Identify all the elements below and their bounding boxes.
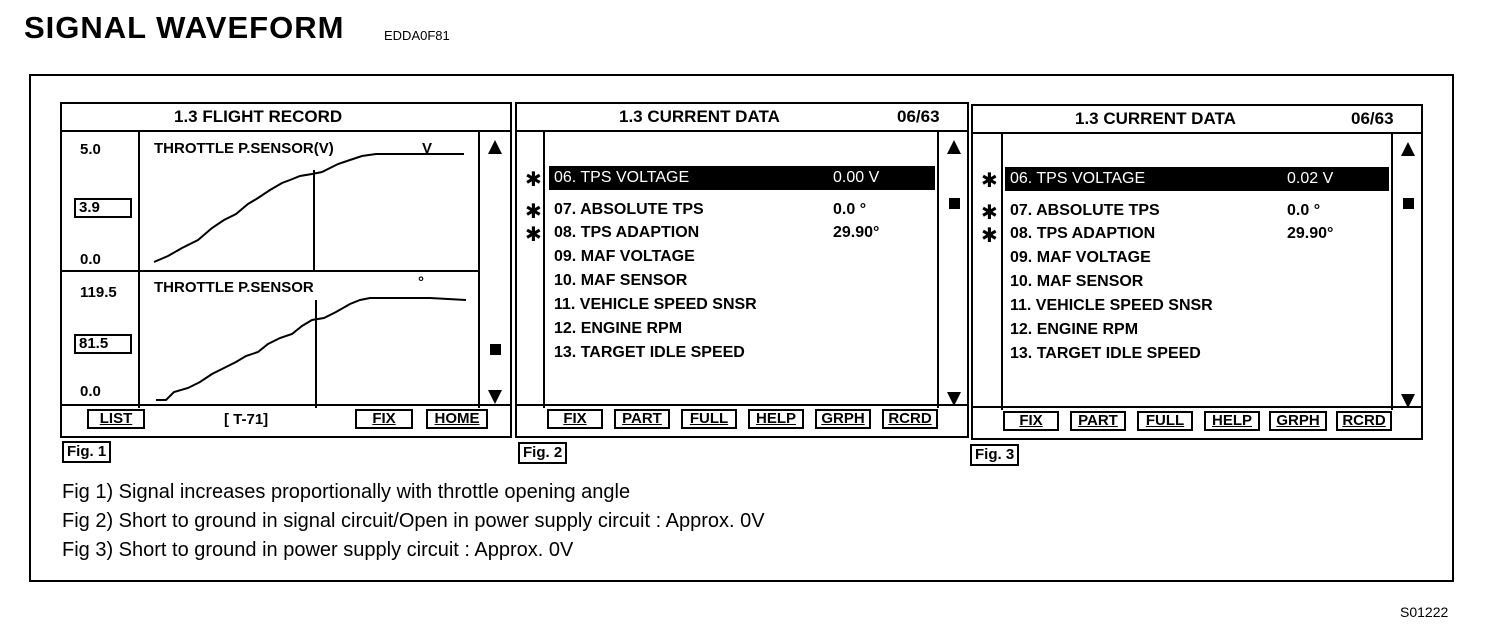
- data-row[interactable]: 10. MAF SENSOR: [1010, 273, 1144, 290]
- record-button[interactable]: RCRD: [882, 409, 938, 429]
- fig2-footer: [517, 404, 967, 436]
- fig3-label: Fig. 3: [970, 444, 1019, 466]
- fig2-title: 1.3 CURRENT DATA: [619, 107, 780, 126]
- data-row[interactable]: 13. TARGET IDLE SPEED: [554, 344, 745, 361]
- fig1-header: [62, 104, 510, 132]
- graph1-unit: V: [422, 140, 433, 157]
- data-row-selected[interactable]: 06. TPS VOLTAGE 0.02 V: [1005, 167, 1389, 191]
- data-row[interactable]: 12. ENGINE RPM: [1010, 321, 1139, 338]
- fig1-title: 1.3 FLIGHT RECORD: [174, 107, 343, 126]
- page-title: SIGNAL WAVEFORM: [24, 10, 345, 45]
- help-button[interactable]: HELP: [1204, 411, 1260, 431]
- fixed-marker-icon: ✱: [981, 170, 998, 192]
- fig2-header: [517, 104, 967, 132]
- fig3-page-indicator: 06/63: [1351, 109, 1394, 128]
- full-button[interactable]: FULL: [1137, 411, 1193, 431]
- scroll-thumb[interactable]: [1403, 198, 1414, 209]
- data-row[interactable]: 08. TPS ADAPTION 29.90°: [554, 224, 880, 241]
- fig2-label: Fig. 2: [518, 442, 567, 464]
- record-number: [ T-71]: [224, 411, 269, 428]
- fig2-page-indicator: 06/63: [897, 107, 940, 126]
- fig3-footer: [973, 406, 1421, 438]
- full-button[interactable]: FULL: [681, 409, 737, 429]
- graph1-signal-line: [154, 154, 464, 262]
- caption-fig2: Fig 2) Short to ground in signal circuit/Open in power supply circuit : Approx. 0V: [62, 510, 765, 532]
- data-row-selected[interactable]: 06. TPS VOLTAGE 0.00 V: [549, 166, 935, 190]
- fixed-marker-icon: ✱: [525, 224, 542, 246]
- scroll-up-icon[interactable]: [1401, 142, 1415, 156]
- fig1-footer: [62, 404, 510, 436]
- graph2-unit: °: [418, 274, 424, 291]
- graph1-current-value: 3.9: [74, 198, 132, 218]
- star-divider: [1001, 132, 1003, 410]
- scrollbar-divider: [478, 130, 480, 408]
- graph2-label: THROTTLE P.SENSOR: [154, 279, 314, 296]
- data-row[interactable]: 09. MAF VOLTAGE: [1010, 249, 1151, 266]
- caption-fig1: Fig 1) Signal increases proportionally with throttle opening angle: [62, 481, 631, 503]
- graph2-max: 119.5: [80, 284, 117, 301]
- record-button[interactable]: RCRD: [1336, 411, 1392, 431]
- graph1-label: THROTTLE P.SENSOR(V): [154, 140, 334, 157]
- fig3-title: 1.3 CURRENT DATA: [1075, 109, 1236, 128]
- scrollbar-divider: [937, 130, 939, 408]
- scroll-thumb[interactable]: [949, 198, 960, 209]
- scroll-thumb[interactable]: [490, 344, 501, 355]
- fig1-label: Fig. 1: [62, 441, 111, 463]
- data-row[interactable]: 07. ABSOLUTE TPS 0.0 °: [554, 201, 867, 218]
- fix-button[interactable]: FIX: [547, 409, 603, 429]
- fig1-flight-record-panel: [60, 102, 512, 438]
- reference-code: S01222: [1400, 604, 1449, 620]
- fig3-current-data-panel: [971, 104, 1423, 440]
- data-row[interactable]: 11. VEHICLE SPEED SNSR: [1010, 297, 1213, 314]
- fig2-current-data-panel: [515, 102, 969, 438]
- caption-fig3: Fig 3) Short to ground in power supply circuit : Approx. 0V: [62, 539, 574, 561]
- fix-button[interactable]: FIX: [355, 409, 413, 429]
- list-button[interactable]: LIST: [87, 409, 145, 429]
- scroll-up-icon[interactable]: [488, 140, 502, 154]
- graph2-waveform: [140, 294, 478, 408]
- data-row[interactable]: 08. TPS ADAPTION 29.90°: [1010, 225, 1334, 242]
- graph-button[interactable]: GRPH: [815, 409, 871, 429]
- fix-button[interactable]: FIX: [1003, 411, 1059, 431]
- graph-button[interactable]: GRPH: [1269, 411, 1327, 431]
- data-row[interactable]: 10. MAF SENSOR: [554, 272, 688, 289]
- graph2-signal-line: [156, 298, 466, 400]
- data-row[interactable]: 13. TARGET IDLE SPEED: [1010, 345, 1201, 362]
- fixed-marker-icon: ✱: [525, 201, 542, 223]
- data-row[interactable]: 07. ABSOLUTE TPS 0.0 °: [1010, 202, 1321, 219]
- scroll-up-icon[interactable]: [947, 140, 961, 154]
- data-row[interactable]: 12. ENGINE RPM: [554, 320, 683, 337]
- graph2-current-value: 81.5: [74, 334, 132, 354]
- help-button[interactable]: HELP: [748, 409, 804, 429]
- home-button[interactable]: HOME: [426, 409, 488, 429]
- fixed-marker-icon: ✱: [981, 202, 998, 224]
- part-button[interactable]: PART: [614, 409, 670, 429]
- star-divider: [543, 130, 545, 408]
- graph1-min: 0.0: [80, 251, 101, 268]
- graph1-max: 5.0: [80, 141, 101, 158]
- graph2-min: 0.0: [80, 383, 101, 400]
- part-button[interactable]: PART: [1070, 411, 1126, 431]
- fixed-marker-icon: ✱: [981, 225, 998, 247]
- document-code: EDDA0F81: [384, 28, 450, 43]
- data-row[interactable]: 09. MAF VOLTAGE: [554, 248, 695, 265]
- fig3-header: [973, 106, 1421, 134]
- data-row[interactable]: 11. VEHICLE SPEED SNSR: [554, 296, 757, 313]
- scrollbar-divider: [1391, 132, 1393, 410]
- graph1-waveform: [140, 152, 478, 270]
- graph-divider: [62, 270, 478, 272]
- scroll-down-icon[interactable]: [488, 390, 502, 404]
- fixed-marker-icon: ✱: [525, 169, 542, 191]
